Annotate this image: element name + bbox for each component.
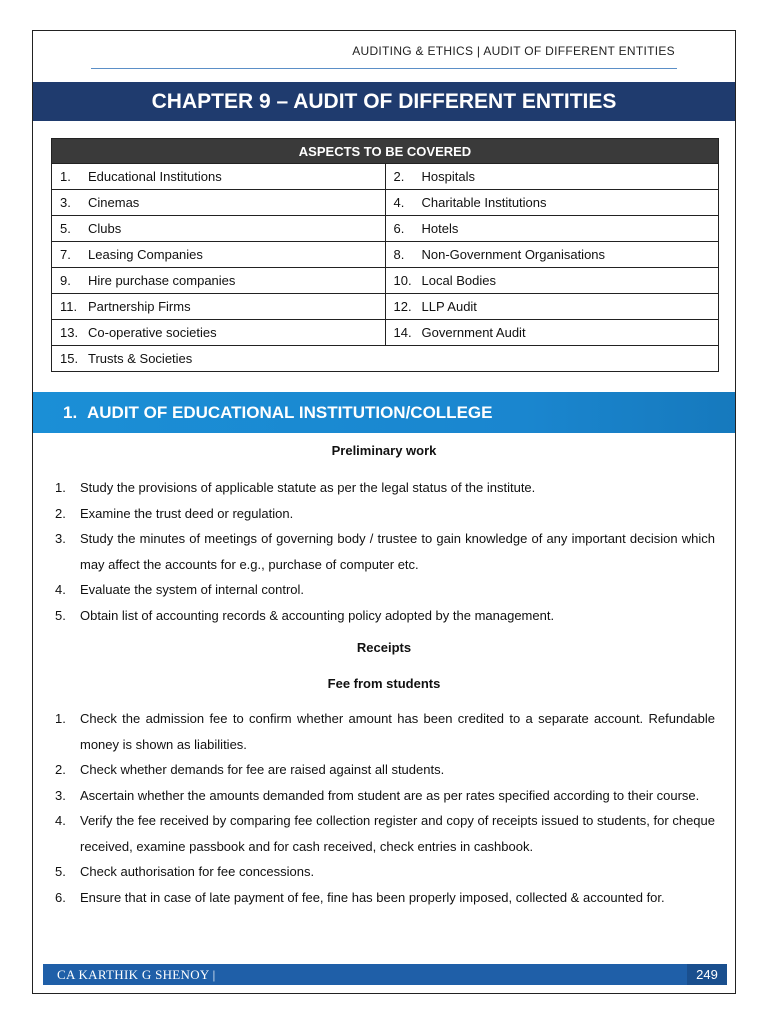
table-row xyxy=(52,268,719,294)
aspect-cell: 1. Educational Institutions xyxy=(52,164,386,190)
section-heading: 1. AUDIT OF EDUCATIONAL INSTITUTION/COLLEGE xyxy=(33,392,735,433)
aspect-cell: 11. Partnership Firms xyxy=(52,294,386,320)
aspect-cell: 10. Local Bodies xyxy=(385,268,719,294)
list-item: 2. Examine the trust deed or regulation. xyxy=(55,505,294,521)
aspect-cell: 2. Hospitals xyxy=(385,164,719,190)
aspect-cell: 7. Leasing Companies xyxy=(52,242,386,268)
footer-author: CA KARTHIK G SHENOY | xyxy=(57,967,216,982)
table-row xyxy=(52,216,719,242)
preliminary-heading: Preliminary work xyxy=(331,443,437,458)
aspect-cell: 15. Trusts & Societies xyxy=(52,346,719,372)
header-rule xyxy=(91,68,677,69)
list-item: 3. Study the minutes of meetings of governing body / trustee to gain knowledge of any important decision which may affect the accounts for e.g., purchase of computer etc. xyxy=(55,531,715,572)
list-item: 1. Check the admission fee to confirm whether amount has been credited to a separate account. Refundable money is shown as liabilities. xyxy=(55,711,715,752)
aspects-heading: ASPECTS TO BE COVERED xyxy=(52,139,719,164)
list-item: 5. Check authorisation for fee concessions. xyxy=(55,864,315,879)
aspect-cell: 8. Non-Government Organisations xyxy=(385,242,719,268)
list-item: 4. Evaluate the system of internal control. xyxy=(55,582,305,597)
table-row xyxy=(52,320,719,346)
aspect-cell: 6. Hotels xyxy=(385,216,719,242)
list-item: 5. Obtain list of accounting records & accounting policy adopted by the management. xyxy=(55,607,555,623)
table-row xyxy=(52,242,719,268)
table-row xyxy=(52,346,719,372)
chapter-title: CHAPTER 9 – AUDIT OF DIFFERENT ENTITIES xyxy=(33,82,735,121)
aspect-cell: 5. Clubs xyxy=(52,216,386,242)
table-row xyxy=(52,190,719,216)
aspect-cell: 3. Cinemas xyxy=(52,190,386,216)
table-row xyxy=(52,164,719,190)
preliminary-list xyxy=(55,475,715,628)
list-item: 3. Ascertain whether the amounts demanded from student are as per rates specified according to their course. xyxy=(55,787,700,803)
list-item: 2. Check whether demands for fee are raised against all students. xyxy=(55,762,445,777)
fee-list xyxy=(55,706,715,910)
aspect-cell: 12. LLP Audit xyxy=(385,294,719,320)
running-header: AUDITING & ETHICS | AUDIT OF DIFFERENT ENTITIES xyxy=(352,44,675,58)
aspect-cell: 9. Hire purchase companies xyxy=(52,268,386,294)
aspects-table xyxy=(51,138,719,372)
table-row xyxy=(52,294,719,320)
list-item: 1. Study the provisions of applicable statute as per the legal status of the institute. xyxy=(55,480,536,495)
list-item: 4. Verify the fee received by comparing fee collection register and copy of receipts issued to students, for cheque received, examine passbook and for cash received, check entries in cashbook. xyxy=(55,813,715,854)
list-item: 6. Ensure that in case of late payment of fee, fine has been properly imposed, collected & accounted for. xyxy=(55,889,665,905)
aspect-cell: 4. Charitable Institutions xyxy=(385,190,719,216)
page-footer xyxy=(43,964,727,985)
fee-heading: Fee from students xyxy=(327,676,441,691)
aspect-cell: 14. Government Audit xyxy=(385,320,719,346)
page-number: 249 xyxy=(687,964,727,985)
page-frame xyxy=(32,30,736,994)
aspect-cell: 13. Co-operative societies xyxy=(52,320,386,346)
receipts-heading: Receipts xyxy=(356,640,412,655)
